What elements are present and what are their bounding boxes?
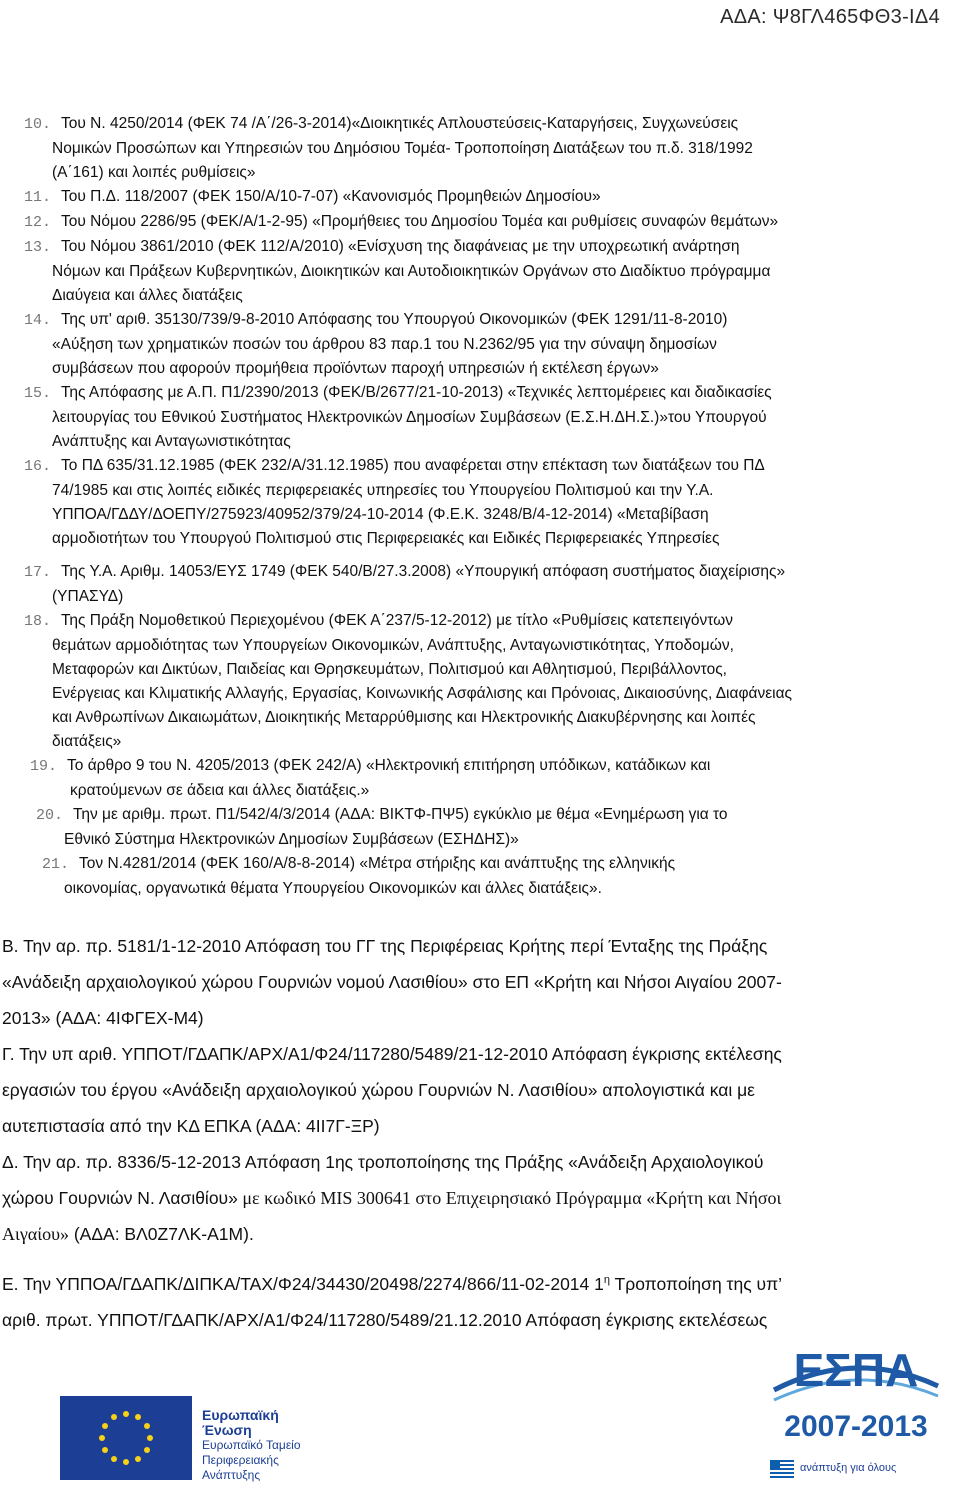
section-d	[2, 1144, 934, 1252]
legal-item	[24, 454, 936, 551]
eu-caption	[202, 1408, 320, 1483]
item-text: Του Νόμου 2286/95 (ΦΕΚ/Α/1-2-95) «Προμήθειες του Δημοσίου Τομέα και ρυθμίσεις συναφών θεμάτων»	[61, 213, 779, 230]
eu-logo	[60, 1396, 320, 1484]
legal-item-line: αρμοδιοτήτων του Υπουργού Πολιτισμού στις Περιφερειακές και Ειδικές Περιφερειακές Υπηρεσίες	[52, 530, 720, 547]
section-d-line: Δ. Την αρ. πρ. 8336/5-12-2013 Απόφαση 1ης τροποποίησης της Πράξης «Ανάδειξη Αρχαιολογικού	[2, 1152, 764, 1172]
legal-item-line: και Ανθρωπίνων Δικαιωμάτων, Διοικητικής Μεταρρύθμισης και Ηλεκτρονικής Διακυβέρνησης και λοιπές	[52, 709, 756, 726]
legal-item-line: (Α΄161) και λοιπές ρυθμίσεις»	[52, 164, 256, 181]
legal-item	[24, 609, 936, 754]
item-number: 16.	[24, 458, 52, 475]
legal-item	[24, 560, 936, 609]
legal-item-line	[24, 308, 936, 333]
legal-item	[24, 185, 936, 210]
legal-item-line: Εθνικό Σύστημα Ηλεκτρονικών Δημοσίων Συμβάσεων (ΕΣΗΔΗΣ)»	[64, 831, 519, 848]
greek-flag-icon	[770, 1460, 794, 1478]
item-text: Του Π.Δ. 118/2007 (ΦΕΚ 150/Α/10-7-07) «Κανονισμός Προμηθειών Δημοσίου»	[61, 188, 601, 205]
legal-item-line: θεμάτων αρμοδιότητας των Υπουργείων Οικονομικών, Ανάπτυξης, Ανταγωνιστικότητας, Υποδομών,	[52, 637, 734, 654]
item-number: 13.	[24, 239, 52, 256]
section-g-line: Γ. Την υπ αριθ. ΥΠΠΟΤ/ΓΔΑΠΚ/ΑΡΧ/Α1/Φ24/117280/5489/21-12-2010 Απόφαση έγκρισης εκτέλεσης	[2, 1044, 782, 1064]
item-number: 19.	[30, 758, 58, 775]
item-number: 20.	[36, 807, 64, 824]
item-text: Την με αριθμ. πρωτ. Π1/542/4/3/2014 (ΑΔΑ: ΒΙΚΤΦ-ΠΨ5) εγκύκλιο με θέμα «Ενημέρωση για το	[73, 806, 728, 823]
item-text: Το άρθρο 9 του Ν. 4205/2013 (ΦΕΚ 242/Α) «Ηλεκτρονική επιτήρηση υπόδικων, κατάδικων και	[67, 757, 711, 774]
spacer	[24, 551, 936, 560]
section-e	[2, 1262, 934, 1338]
eu-flag-icon	[60, 1396, 192, 1480]
legal-item-line: Διαύγεια και άλλες διατάξεις	[52, 287, 243, 304]
legal-item-line: λειτουργίας του Εθνικού Συστήματος Ηλεκτρονικών Δημοσίων Συμβάσεων (Ε.Σ.Η.ΔΗ.Σ.)»του Υπουργού	[52, 409, 767, 426]
section-d-line	[2, 1216, 934, 1252]
legal-item-line: Νόμων και Πράξεων Κυβερνητικών, Διοικητικών και Αυτοδιοικητικών Οργάνων στο Διαδίκτυο πρόγραμμα	[52, 263, 771, 280]
section-b-line: Β. Την αρ. πρ. 5181/1-12-2010 Απόφαση του ΓΓ της Περιφέρειας Κρήτης περί Ένταξης της Πράξης	[2, 936, 768, 956]
legal-item-line	[24, 560, 936, 585]
section-g-line: αυτεπιστασία από την ΚΔ ΕΠΚΑ (ΑΔΑ: 4ΙΙ7Γ-ΞΡ)	[2, 1116, 380, 1136]
item-number: 21.	[42, 856, 70, 873]
legal-basis-list	[24, 112, 936, 901]
ada-code: ΑΔΑ: Ψ8ΓΛ465ΦΘ3-ΙΔ4	[720, 6, 940, 28]
legal-item-line	[24, 112, 936, 137]
legal-item-line: Ενέργειας και Κλιματικής Αλλαγής, Εργασίας, Κοινωνικής Ασφάλισης και Πρόνοιας, Δικαιοσύνης, Διαφάνειας	[52, 685, 793, 702]
legal-item-line	[24, 803, 936, 828]
legal-item-line	[24, 185, 936, 210]
legal-item-line: οικονομίας, οργανωτικά θέματα Υπουργείου Οικονομικών και άλλες διατάξεις».	[64, 880, 602, 897]
legal-item-line: Ανάπτυξης και Ανταγωνιστικότητας	[52, 433, 291, 450]
espa-slogan: ανάπτυξη για όλους	[800, 1462, 897, 1474]
section-b	[2, 928, 934, 1036]
legal-item	[24, 381, 936, 454]
eu-caption-line: Ευρωπαϊκό Ταμείο	[202, 1438, 301, 1452]
item-text: Το ΠΔ 635/31.12.1985 (ΦΕΚ 232/Α/31.12.1985) που αναφέρεται στην επέκταση των διατάξεων του ΠΔ	[61, 457, 765, 474]
legal-item-line: Μεταφορών και Δικτύων, Παιδείας και Θρησκευμάτων, Πολιτισμού και Αθλητισμού, Περιβάλλοντος,	[52, 661, 727, 678]
section-e-text: Τροποποίηση της υπ’	[610, 1273, 783, 1294]
section-d-text: (ΑΔΑ: ΒΛ0Ζ7ΛΚ-Α1Μ).	[68, 1224, 254, 1244]
legal-item-line: (ΥΠΑΣΥΔ)	[52, 588, 124, 605]
legal-item	[24, 754, 936, 803]
item-number: 11.	[24, 189, 52, 206]
item-text: Της Πράξη Νομοθετικού Περιεχομένου (ΦΕΚ Α΄237/5-12-2012) με τίτλο «Ρυθμίσεις κατεπειγόντων	[61, 612, 733, 629]
legal-item-line	[24, 852, 936, 877]
legal-item-line	[24, 609, 936, 634]
item-text: Τον Ν.4281/2014 (ΦΕΚ 160/Α/8-8-2014) «Μέτρα στήριξης και ανάπτυξης της ελληνικής	[79, 855, 676, 872]
legal-item-line: κρατούμενων σε άδεια και άλλες διατάξεις.»	[70, 782, 370, 799]
legal-item-line	[24, 210, 936, 235]
legal-item-line	[24, 454, 936, 479]
section-d-serif-text: με κωδικό MIS 300641 στο Επιχειρησιακό Πρόγραμμα «Κρήτη και Νήσοι	[237, 1188, 782, 1208]
eu-caption-line: Ευρωπαϊκή Ένωση	[202, 1407, 279, 1438]
item-text: Της Απόφασης με Α.Π. Π1/2390/2013 (ΦΕΚ/Β/2677/21-10-2013) «Τεχνικές λεπτομέρειες και διαδικασίες	[61, 384, 772, 401]
legal-item	[24, 112, 936, 185]
item-text: Του Νόμου 3861/2010 (ΦΕΚ 112/Α/2010) «Ενίσχυση της διαφάνειας με την υποχρεωτική ανάρτηση	[61, 238, 740, 255]
section-b-line: «Ανάδειξη αρχαιολογικού χώρου Γουρνιών νομού Λασιθίου» στο ΕΠ «Κρήτη και Νήσοι Αιγαίου 2007-	[2, 972, 782, 992]
legal-item	[24, 235, 936, 308]
item-number: 14.	[24, 312, 52, 329]
section-b-line: 2013» (ΑΔΑ: 4ΙΦΓΕΧ-Μ4)	[2, 1008, 204, 1028]
item-number: 10.	[24, 116, 52, 133]
section-d-text: χώρου Γουρνιών Ν. Λασιθίου»	[2, 1188, 238, 1208]
legal-item-line: 74/1985 και στις λοιπές ειδικές περιφερειακές υπηρεσίες του Υπουργείου Πολιτισμού και την Υ.Α.	[52, 482, 714, 499]
legal-item-line: διατάξεις»	[52, 733, 122, 750]
item-text: Της Υ.Α. Αριθμ. 14053/ΕΥΣ 1749 (ΦΕΚ 540/Β/27.3.2008) «Υπουργική απόφαση συστήματος διαχείρισης»	[61, 563, 786, 580]
section-d-serif-text: Αιγαίου»	[2, 1224, 69, 1244]
espa-years: 2007-2013	[784, 1410, 928, 1443]
espa-logo	[770, 1328, 942, 1458]
legal-item-line: ΥΠΠΟΑ/ΓΔΔΥ/ΔΟΕΠΥ/275923/40952/379/24-10-2014 (Φ.Ε.Κ. 3248/Β/4-12-2014) «Μεταβίβαση	[52, 506, 709, 523]
legal-item-line: «Αύξηση των χρηματικών ποσών του άρθρου 83 παρ.1 του Ν.2362/95 για την σύναψη δημοσίων	[52, 336, 717, 353]
section-g	[2, 1036, 934, 1144]
legal-item-line	[30, 754, 936, 779]
section-e-line: αριθ. πρωτ. ΥΠΠΟΤ/ΓΔΑΠΚ/ΑΡΧ/Α1/Φ24/117280/5489/21.12.2010 Απόφαση έγκρισης εκτελέσεως	[2, 1309, 768, 1330]
item-number: 15.	[24, 385, 52, 402]
section-e-line	[2, 1262, 934, 1302]
legal-item-line	[24, 381, 936, 406]
section-d-line	[2, 1180, 934, 1216]
legal-item	[24, 308, 936, 381]
legal-item	[24, 210, 936, 235]
legal-item-line: συμβάσεων που αφορούν προμήθεια προϊόντων παροχή υπηρεσιών ή εκτέλεση έργων»	[52, 360, 659, 377]
legal-item	[24, 803, 936, 852]
item-number: 17.	[24, 564, 52, 581]
espa-title: ΕΣΠΑ	[793, 1344, 919, 1396]
legal-item-line	[24, 235, 936, 260]
legal-item-line: Νομικών Προσώπων και Υπηρεσιών του Δημόσιου Τομέα- Τροποποίηση Διατάξεων του π.δ. 318/1992	[52, 140, 753, 157]
item-text: Του Ν. 4250/2014 (ΦΕΚ 74 /Α΄/26-3-2014)«Διοικητικές Απλουστεύσεις-Καταργήσεις, Συγχωνεύσεις	[61, 115, 739, 132]
legal-item	[24, 852, 936, 901]
section-g-line: εργασιών του έργου «Ανάδειξη αρχαιολογικού χώρου Γουρνιών Ν. Λασιθίου» απολογιστικά και με	[2, 1080, 755, 1100]
item-number: 12.	[24, 214, 52, 231]
item-number: 18.	[24, 613, 52, 630]
superscript: η	[603, 1274, 610, 1286]
item-text: Της υπ' αριθ. 35130/739/9-8-2010 Απόφασης του Υπουργού Οικονομικών (ΦΕΚ 1291/11-8-2010)	[61, 311, 728, 328]
eu-caption-line: Περιφερειακής Ανάπτυξης	[202, 1453, 279, 1482]
section-e-text: Ε. Την ΥΠΠΟΑ/ΓΔΑΠΚ/ΔΙΠΚΑ/ΤΑΧ/Φ24/34430/20498/2274/866/11-02-2014 1	[2, 1273, 604, 1294]
